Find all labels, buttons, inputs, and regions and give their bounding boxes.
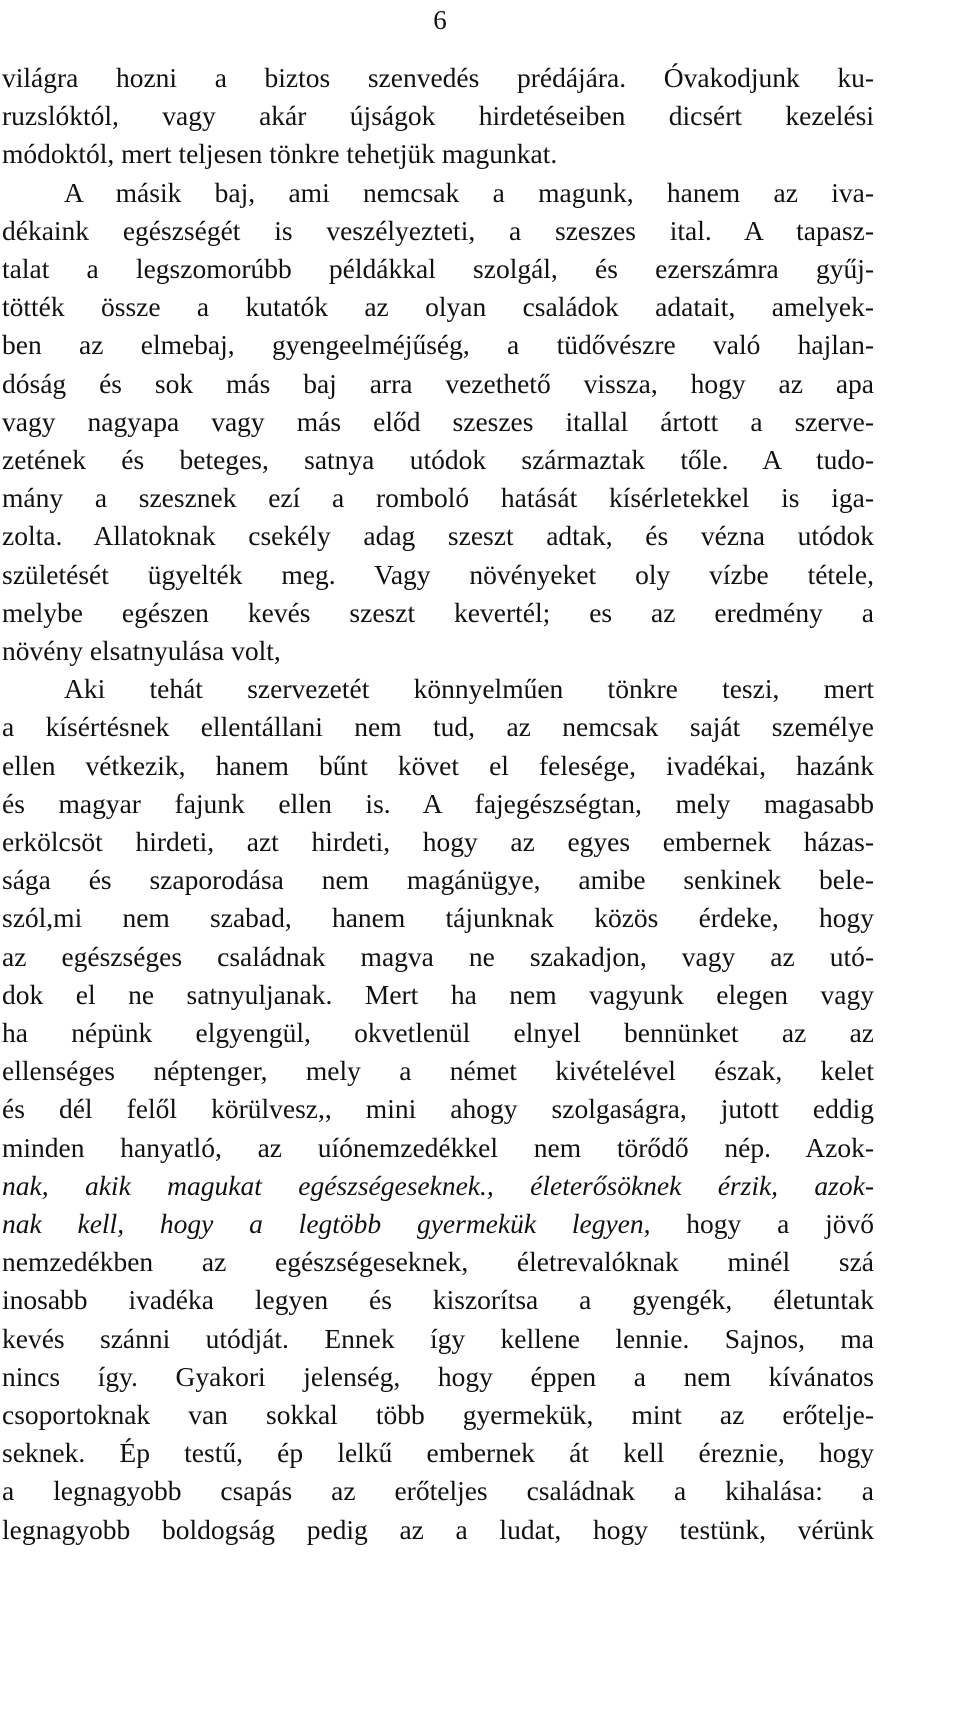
text-line (64, 671, 874, 707)
text-segment: inosabb ivadéka legyen és kiszorítsa a gyengék, életuntak (2, 1284, 874, 1316)
text-line (2, 213, 874, 249)
text-line (2, 366, 874, 402)
text-line (2, 442, 874, 478)
text-segment: Aki tehát szervezetét könnyelműen tönkre teszi, mert (64, 673, 874, 705)
text-line (2, 939, 874, 975)
italic-text: nak kell, hogy a legtöbb gyermekük legyen, (2, 1208, 651, 1239)
text-segment: kevés szánni utódját. Ennek így kellene lennie. Sajnos, ma (2, 1322, 874, 1354)
text-line (2, 1206, 874, 1242)
text-segment: dok el ne satnyuljanak. Mert ha nem vagyunk elegen vagy (2, 978, 874, 1010)
text-segment: legnagyobb boldogság pedig az a ludat, hogy testünk, vérünk (2, 1513, 874, 1545)
text-segment: módoktól, mert teljesen tönkre tehetjük magunkat. (2, 138, 558, 170)
text-line (2, 518, 874, 554)
text-line (2, 98, 874, 134)
text-segment: növény elsatnyulása volt, (2, 635, 281, 666)
text-segment: dóság és sok más baj arra vezethető vissza, hogy az apa (2, 367, 874, 399)
text-segment: ha népünk elgyengül, okvetlenül elnyel bennünket az az (2, 1017, 874, 1048)
text-segment: világra hozni a biztos szenvedés prédájára. Óvakodjunk ku- (2, 62, 874, 93)
text-segment: ellenséges néptenger, mely a német kivételével észak, kelet (2, 1055, 874, 1087)
text-line (2, 786, 874, 822)
text-line (2, 557, 874, 593)
text-segment: ruzslóktól, vagy akár újságok hirdetéseiben dicsért kezelési (2, 100, 874, 132)
text-line (2, 595, 874, 631)
text-line (2, 977, 874, 1013)
text-segment: melybe egészen kevés szeszt kevertél; es az eredmény a (2, 596, 874, 628)
text-line (2, 1244, 874, 1280)
text-line (2, 1053, 874, 1089)
text-segment: a kísértésnek ellentállani nem tud, az nemcsak saját személye (2, 711, 874, 743)
text-segment: zetének és beteges, satnya utódok származtak tőle. A tudo- (2, 444, 874, 475)
text-segment: és dél felől körülvesz,, mini ahogy szolgaságra, jutott eddig (2, 1093, 874, 1125)
text-line (2, 862, 874, 898)
text-segment: hogy a jövő (650, 1208, 874, 1239)
text-segment: mány a szesznek ezí a romboló hatását kísérletekkel is iga- (2, 482, 874, 514)
text-line (2, 1512, 874, 1548)
text-segment: ellen vétkezik, hanem bűnt követ el felesége, ivadékai, hazánk (2, 749, 874, 781)
text-segment: zolta. Allatoknak csekély adag szeszt adtak, és vézna utódok (2, 520, 874, 552)
text-line (2, 900, 874, 936)
text-segment: az egészséges családnak magva ne szakadjon, vagy az utó- (2, 940, 874, 972)
text-segment: A másik baj, ami nemcsak a magunk, hanem az iva- (64, 176, 874, 208)
text-segment: ben az elmebaj, gyengeelméjűség, a tüdővészre való hajlan- (2, 329, 874, 361)
text-line (2, 1435, 874, 1471)
text-line (2, 289, 874, 325)
text-segment: a legnagyobb csapás az erőteljes családnak a kihalása: a (2, 1475, 874, 1507)
text-segment: erkölcsöt hirdeti, azt hirdeti, hogy az egyes embernek házas- (2, 826, 874, 857)
text-line (2, 1359, 874, 1395)
text-line (2, 633, 874, 669)
text-line (2, 136, 874, 172)
text-segment: minden hanyatló, az uíónemzedékkel nem törődő nép. Azok- (2, 1131, 874, 1163)
text-segment: és magyar fajunk ellen is. A fajegészségtan, mely magasabb (2, 787, 874, 819)
italic-text: nak, akik magukat egészségeseknek., életerősöknek érzik, azok- (2, 1169, 874, 1201)
text-line (2, 251, 874, 287)
text-segment: születését ügyelték meg. Vagy növényeket oly vízbe tétele, (2, 558, 874, 590)
text-line (2, 748, 874, 784)
text-line (2, 327, 874, 363)
text-line (2, 1168, 874, 1204)
text-line (2, 1397, 874, 1433)
text-line (2, 1130, 874, 1166)
text-line (2, 1015, 874, 1051)
text-line (2, 709, 874, 745)
text-segment: vagy nagyapa vagy más előd szeszes itallal ártott a szerve- (2, 405, 874, 437)
page-number: 6 (433, 5, 447, 35)
text-line (2, 404, 874, 440)
text-line (2, 1091, 874, 1127)
text-line (2, 824, 874, 860)
text-line (2, 60, 874, 96)
text-line (2, 480, 874, 516)
text-line (64, 175, 874, 211)
text-segment: dékaink egészségét is veszélyezteti, a szeszes ital. A tapasz- (2, 214, 874, 246)
text-line (2, 1473, 874, 1509)
text-segment: sága és szaporodása nem magánügye, amibe senkinek bele- (2, 864, 874, 896)
text-segment: szól,mi nem szabad, hanem tájunknak közös érdeke, hogy (2, 902, 874, 934)
text-segment: seknek. Ép testű, ép lelkű embernek át kell éreznie, hogy (2, 1437, 874, 1469)
text-segment: nemzedékben az egészségeseknek, életrevalóknak minél szá (2, 1246, 874, 1278)
text-segment: tötték össze a kutatók az olyan családok adatait, amelyek- (2, 291, 874, 323)
text-segment: nincs így. Gyakori jelenség, hogy éppen a nem kívánatos (2, 1360, 874, 1392)
text-line (2, 1282, 874, 1318)
text-segment: talat a legszomorúbb példákkal szolgál, és ezerszámra gyűj- (2, 253, 874, 284)
text-segment: csoportoknak van sokkal több gyermekük, mint az erőtelje- (2, 1399, 874, 1430)
text-line (2, 1321, 874, 1357)
